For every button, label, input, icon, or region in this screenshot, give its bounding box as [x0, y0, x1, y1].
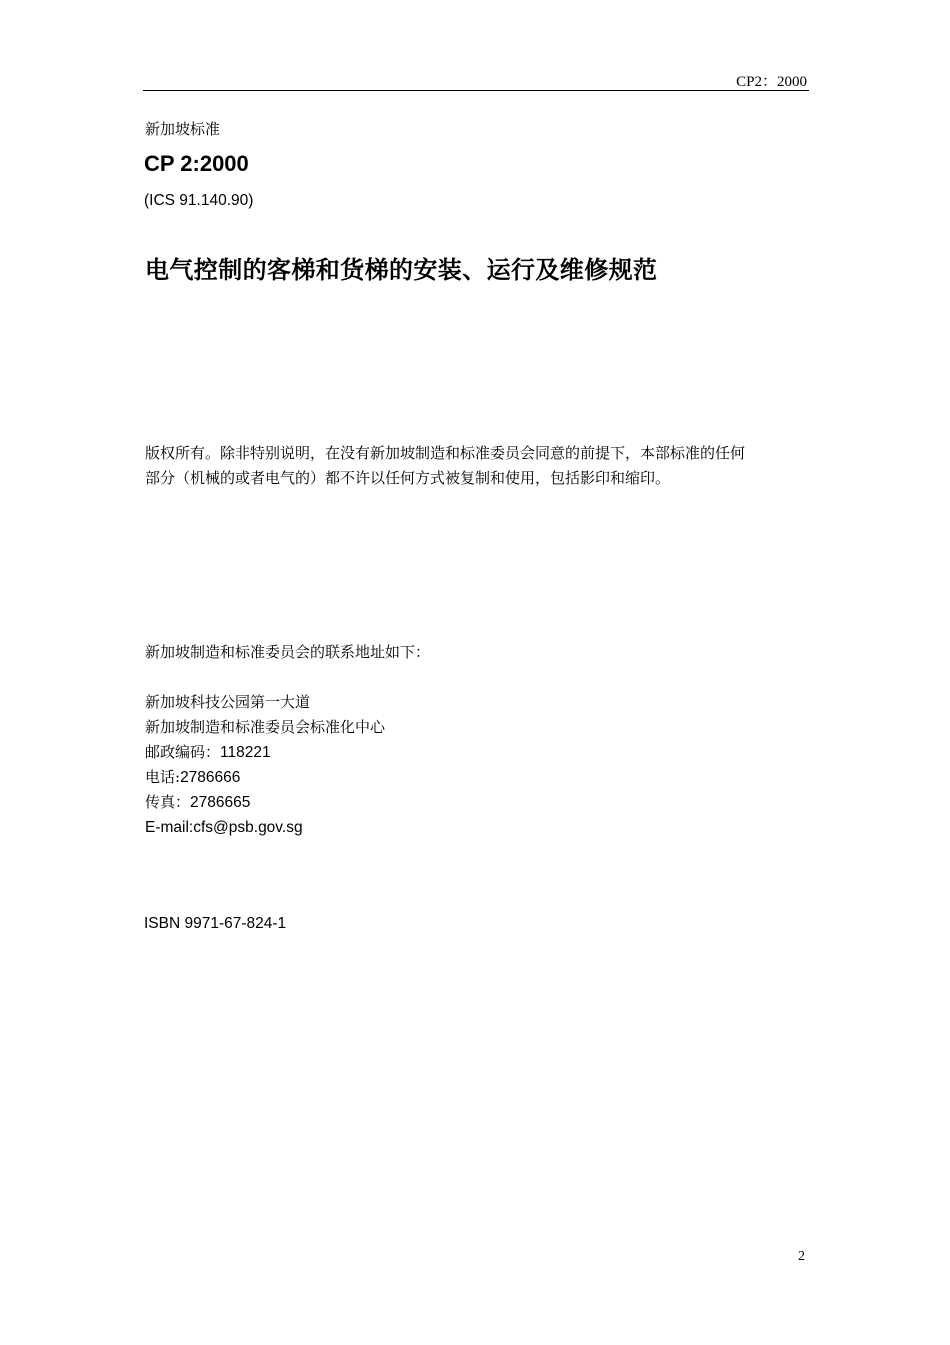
- document-title: 电气控制的客梯和货梯的安装、运行及维修规范: [145, 256, 658, 284]
- fax-label: 传真：: [145, 793, 191, 811]
- phone-value: 2786666: [180, 769, 241, 786]
- postal-code-row: [145, 740, 385, 765]
- contact-intro: 新加坡制造和标准委员会的联系地址如下：: [145, 643, 431, 661]
- running-header: CP2：2000: [736, 74, 807, 90]
- postal-code-value: 118221: [220, 744, 271, 761]
- header-rule: [143, 90, 809, 91]
- isbn: ISBN 9971-67-824-1: [144, 915, 287, 932]
- address-line: 新加坡制造和标准委员会标准化中心: [145, 718, 386, 736]
- series-label: 新加坡标准: [145, 120, 221, 138]
- address-line: 新加坡科技公园第一大道: [145, 693, 311, 711]
- page-number: 2: [798, 1249, 805, 1264]
- email-address: E-mail:cfs@psb.gov.sg: [145, 819, 303, 836]
- fax-row: [145, 790, 385, 815]
- phone-label: 电话:: [145, 768, 181, 786]
- fax-value: 2786665: [190, 794, 251, 811]
- contact-address: [145, 690, 385, 840]
- phone-row: [145, 765, 385, 790]
- standard-number: CP 2:2000: [144, 151, 249, 176]
- copyright-notice: [145, 441, 809, 491]
- copyright-line: 部分（机械的或者电气的）都不许以任何方式被复制和使用，包括影印和缩印。: [145, 469, 671, 487]
- postal-code-label: 邮政编码：: [145, 743, 221, 761]
- ics-code: (ICS 91.140.90): [144, 192, 254, 209]
- copyright-line: 版权所有。除非特别说明，在没有新加坡制造和标准委员会同意的前提下，本部标准的任何: [145, 444, 746, 462]
